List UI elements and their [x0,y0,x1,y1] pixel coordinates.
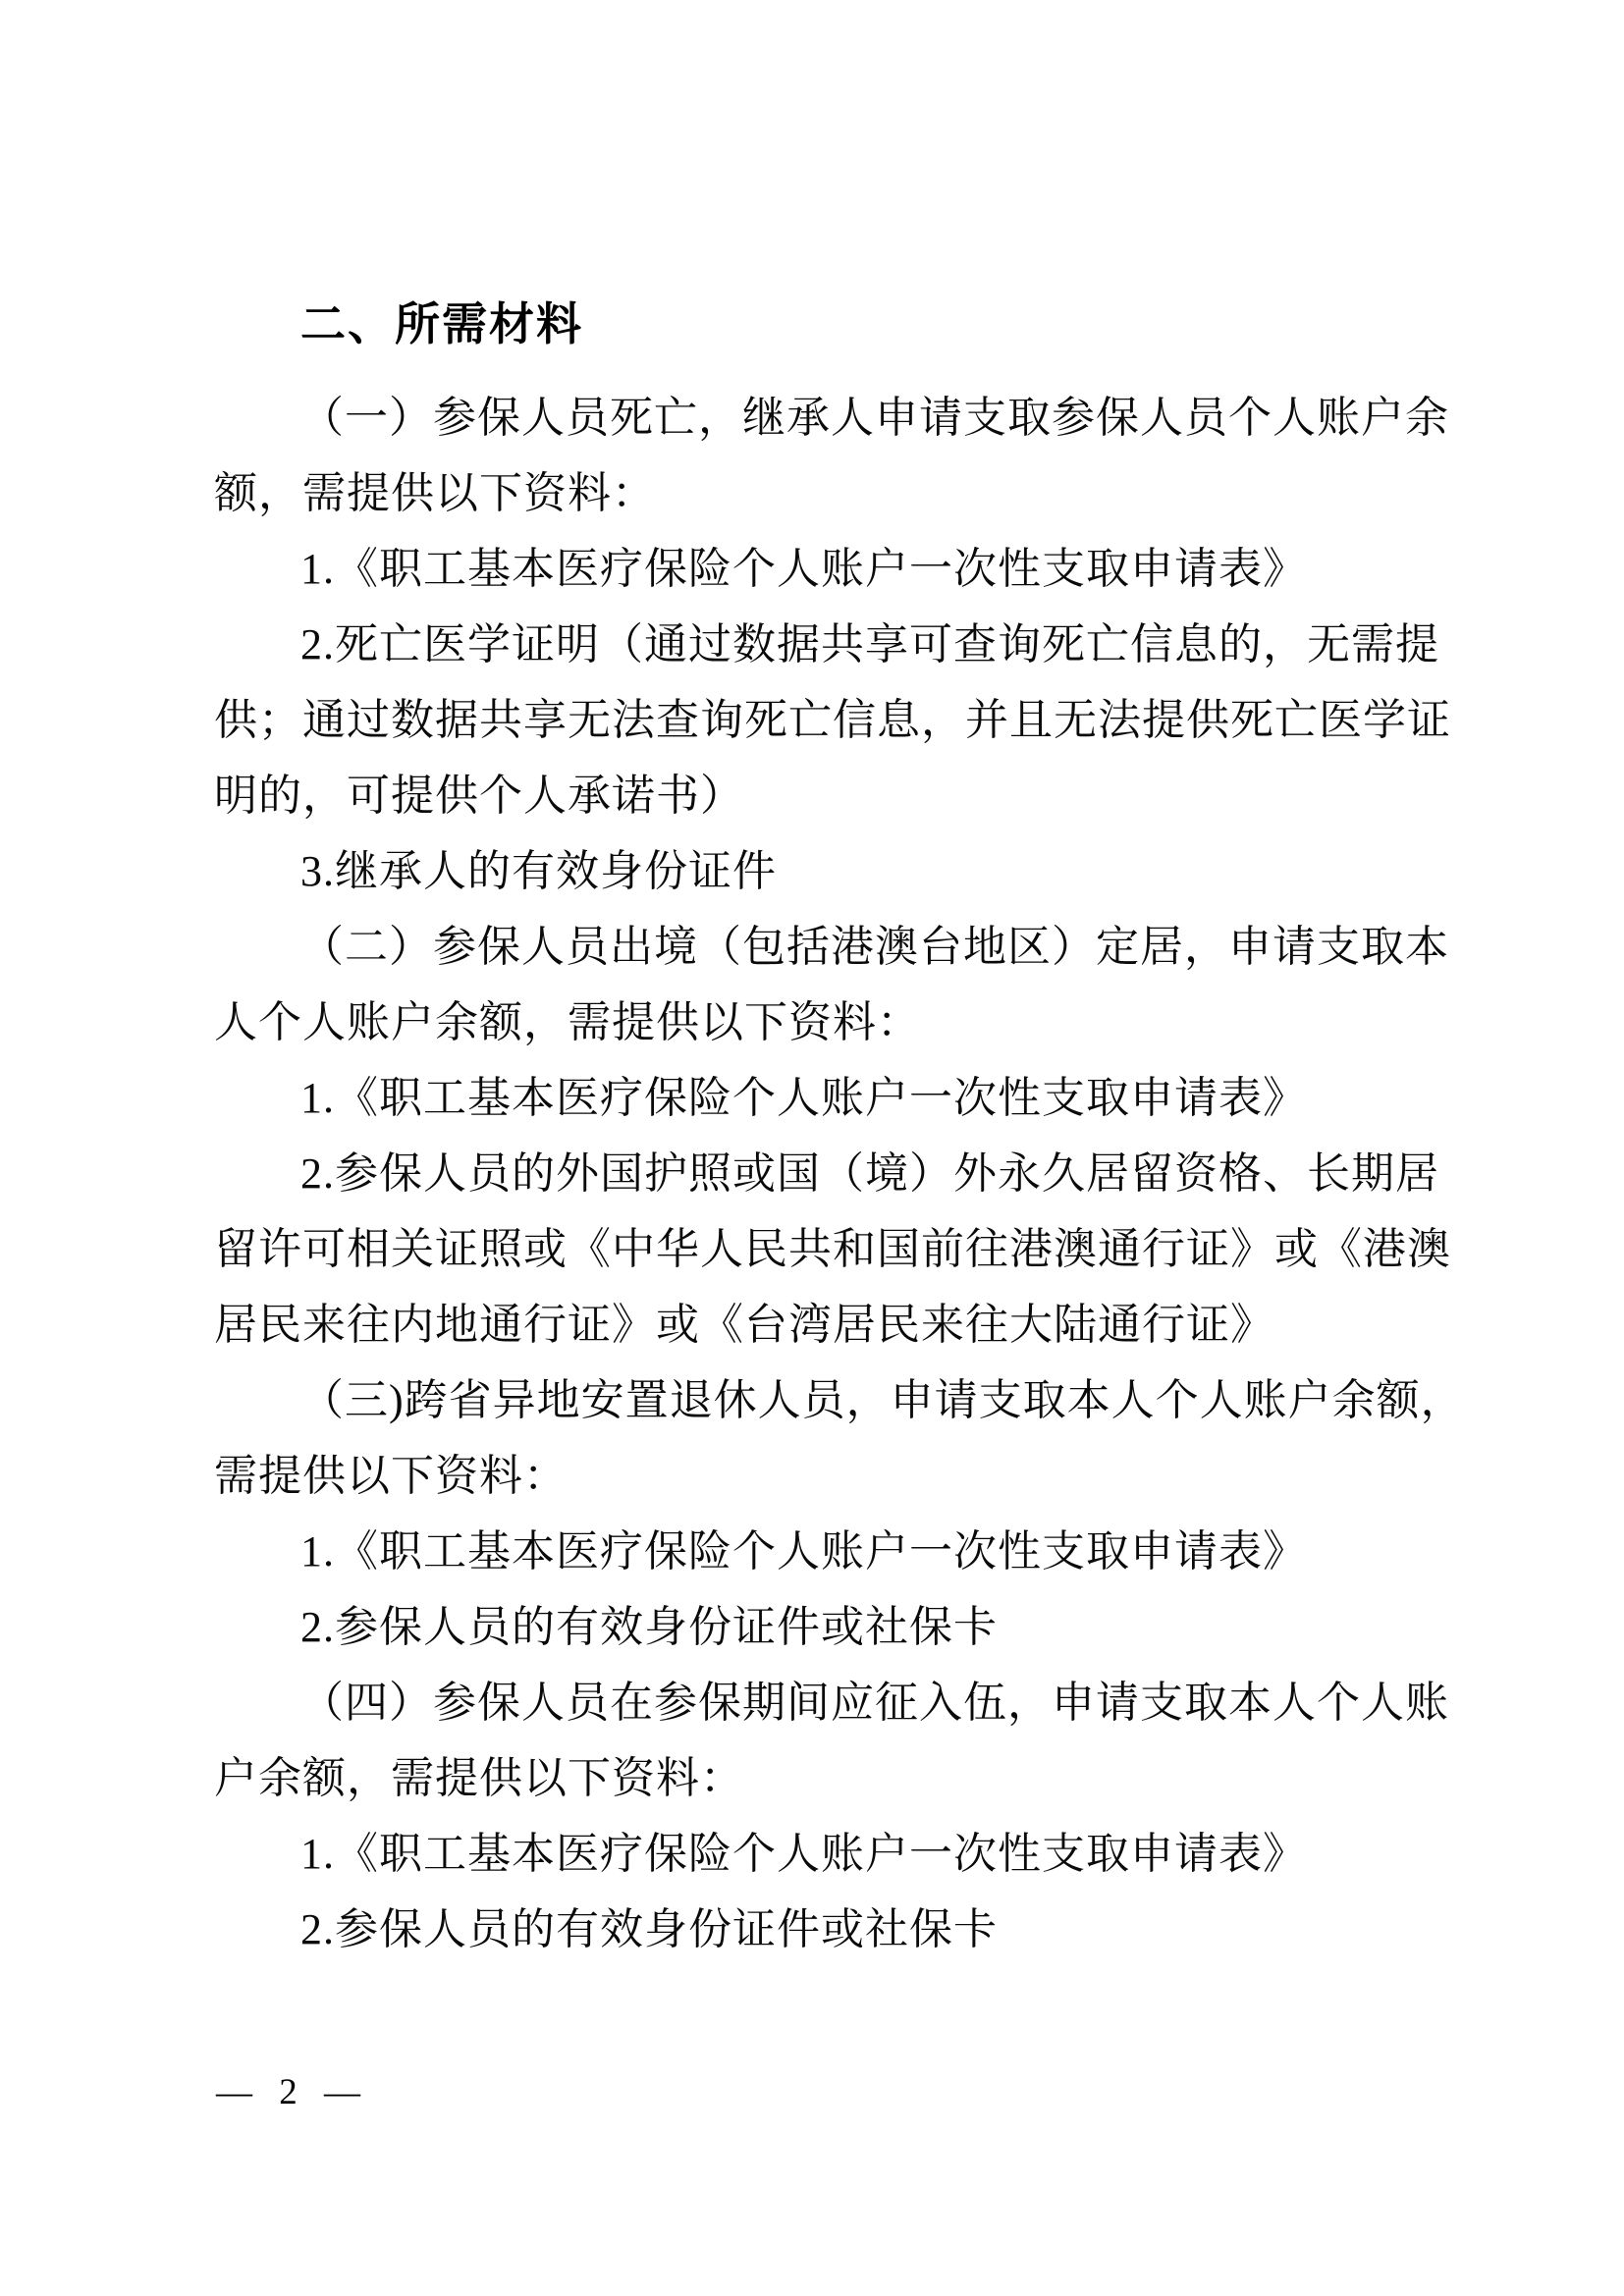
text-line: 1.《职工基本医疗保险个人账户一次性支取申请表》 [300,1527,1307,1575]
section-heading: 二、所需材料 [300,298,583,349]
document-body [214,287,1465,1967]
text-line: （四）参保人员在参保期间应征入伍，申请支取本人个人账 [300,1679,1449,1727]
text-line: 居民来往内地通行证》或《台湾居民来往大陆通行证》 [214,1301,1274,1349]
text-line: （三)跨省异地安置退休人员，申请支取本人个人账户余额， [300,1376,1465,1424]
text-line: 户余额，需提供以下资料： [214,1754,744,1802]
text-line: 人个人账户余额，需提供以下资料： [214,998,921,1046]
text-line: 明的，可提供个人承诺书） [214,772,744,820]
text-line: 3.继承人的有效身份证件 [300,847,777,895]
text-line: 2.参保人员的外国护照或国（境）外永久居留资格、长期居 [300,1149,1439,1198]
text-line: 留许可相关证照或《中华人民共和国前往港澳通行证》或《港澳 [214,1225,1451,1273]
text-line: 1.《职工基本医疗保险个人账户一次性支取申请表》 [300,545,1307,593]
text-line: 2.参保人员的有效身份证件或社保卡 [300,1603,998,1651]
text-line: 额，需提供以下资料： [214,469,656,517]
page-number: — 2 — [216,2072,369,2112]
text-line: 1.《职工基本医疗保险个人账户一次性支取申请表》 [300,1074,1307,1122]
text-line: 需提供以下资料： [214,1452,568,1500]
text-line: 2.参保人员的有效身份证件或社保卡 [300,1905,998,1953]
text-line: （二）参保人员出境（包括港澳台地区）定居，申请支取本 [300,923,1449,971]
text-line: 1.《职工基本医疗保险个人账户一次性支取申请表》 [300,1830,1307,1878]
text-line: 供；通过数据共享无法查询死亡信息，并且无法提供死亡医学证 [214,696,1451,744]
text-line: （一）参保人员死亡，继承人申请支取参保人员个人账户余 [300,394,1449,442]
text-line: 2.死亡医学证明（通过数据共享可查询死亡信息的，无需提 [300,620,1439,668]
paragraph-lines [214,380,1465,1967]
